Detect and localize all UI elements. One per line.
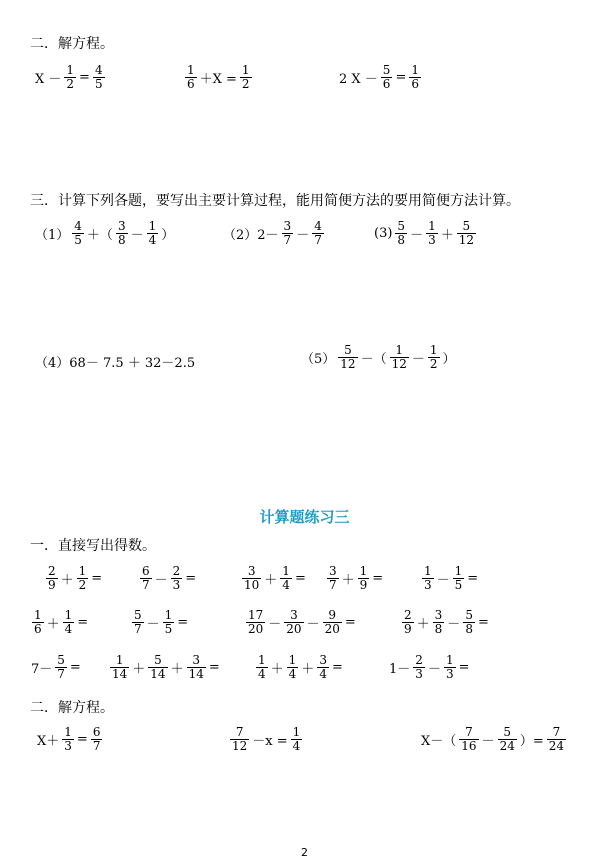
expr-text: = [185,571,197,586]
direct-item [420,565,479,592]
expr-text: － [447,617,461,632]
fraction [32,609,44,636]
numerator: 5 [382,63,391,77]
section-heading-solve-1: 二．解方程。 [30,36,114,52]
numerator: 2 [48,564,56,578]
equation [34,64,107,91]
expr-text: X－（ [421,734,457,749]
equation [338,64,423,91]
denominator: 3 [415,667,423,681]
numerator: 1 [258,653,266,667]
denominator: 7 [57,667,65,681]
denominator: 14 [150,667,166,681]
expr-text: － [154,573,168,588]
expr-text: － [146,617,160,632]
expr-text: = [294,571,306,586]
expr-text: － [306,617,320,632]
expr-text: = [177,615,189,630]
denominator: 14 [188,667,204,681]
fraction [77,565,89,592]
numerator: 1 [445,653,454,667]
expr-text: （2）2－ [223,228,279,243]
expr-text: = [79,70,90,85]
denominator: 6 [187,77,195,91]
numerator: 9 [328,608,337,622]
expr-text: （5） [301,352,336,367]
denominator: 4 [64,622,73,636]
fraction [256,654,268,681]
expr-text: （4）68－ 7.5 ＋ 32－2.5 [35,356,196,371]
denominator: 2 [429,357,438,371]
fraction [62,726,74,753]
direct-item [325,565,384,592]
denominator: 8 [117,233,126,247]
fraction [428,344,440,371]
numerator: 3 [192,653,201,667]
expr-text: ＋ [301,662,315,677]
numerator: 3 [283,219,292,233]
expr-text: ＋ [60,573,74,588]
denominator: 7 [92,739,101,753]
page-number: 2 [301,846,308,859]
numerator: 1 [78,564,87,578]
numerator: 1 [34,608,42,622]
denominator: 2 [241,77,250,91]
expr-text: X＋ [37,734,60,749]
fraction [63,609,75,636]
direct-item [254,654,344,681]
numerator: 1 [411,63,419,77]
fraction [422,565,434,592]
fraction [132,609,144,636]
fraction [358,565,370,592]
fraction [413,654,425,681]
expr-text: ＋ [416,617,430,632]
numerator: 1 [292,725,301,739]
denominator: 5 [94,77,103,91]
equation [228,726,304,753]
fraction [453,565,465,592]
expr-text: = [458,660,470,675]
fraction [140,565,152,592]
denominator: 7 [283,233,292,247]
denominator: 16 [461,739,477,753]
expr-text: ＋X = [199,72,237,87]
expr-text: － [268,617,282,632]
expr-text: ＋ [264,573,278,588]
expr-text: 2 X － [339,72,378,87]
expr-text: － [296,228,310,243]
denominator: 14 [112,667,128,681]
fraction [116,220,128,247]
numerator: 5 [134,608,142,622]
fraction [72,220,84,247]
numerator: 3 [434,608,443,622]
numerator: 4 [94,63,103,77]
fraction [287,654,299,681]
fraction [317,654,329,681]
equation [420,726,568,753]
numerator: 7 [552,725,561,739]
denominator: 4 [282,578,290,592]
expr-text: (3) [374,226,393,241]
direct-item [138,565,197,592]
expr-text: ）= [519,734,544,749]
fraction [433,609,445,636]
fraction [246,609,265,636]
fraction [457,220,476,247]
fraction [459,726,478,753]
fraction [148,654,167,681]
expr-text: 7－ [31,662,53,677]
calc-problem [222,220,326,247]
numerator: 1 [454,564,463,578]
direct-item [108,654,221,681]
denominator: 7 [142,578,150,592]
denominator: 10 [244,578,260,592]
fraction [187,654,206,681]
section-heading-direct: 一．直接写出得数。 [30,538,156,554]
denominator: 7 [314,233,322,247]
fraction [110,654,129,681]
denominator: 4 [292,739,301,753]
expr-text: X － [35,72,62,87]
expr-text: ） [442,352,456,367]
denominator: 20 [286,622,302,636]
numerator: 17 [248,608,264,622]
fraction [381,64,393,91]
expr-text: ＋ [132,662,146,677]
expr-text: ＋ [270,662,284,677]
denominator: 6 [411,77,419,91]
numerator: 6 [92,725,101,739]
denominator: 8 [465,622,473,636]
expr-text: ） [161,228,175,243]
fraction [147,220,159,247]
fraction [426,220,438,247]
fraction [409,64,421,91]
numerator: 3 [319,653,327,667]
expr-text: = [69,660,81,675]
fraction [498,726,517,753]
numerator: 2 [415,653,423,667]
expr-text: －x = [252,734,288,749]
section-heading-calc: 三．计算下列各题，要写出主要计算过程，能用简便方法的要用简便方法计算。 [30,193,520,209]
numerator: 2 [404,608,412,622]
numerator: 7 [235,725,244,739]
denominator: 7 [134,622,142,636]
direct-item [130,609,189,636]
denominator: 2 [66,77,75,91]
numerator: 3 [290,608,298,622]
numerator: 1 [187,63,195,77]
numerator: 5 [154,653,162,667]
expr-text: －（ [360,352,387,367]
fraction [185,64,197,91]
denominator: 9 [404,622,412,636]
equation [183,64,254,91]
expr-text: － [436,573,450,588]
fraction [91,726,103,753]
numerator: 1 [424,564,432,578]
numerator: 1 [428,219,436,233]
direct-item [240,565,307,592]
expr-text: － [411,352,425,367]
page-title: 计算题练习三 [259,508,350,526]
denominator: 3 [424,578,432,592]
fraction [163,609,175,636]
numerator: 3 [247,564,256,578]
denominator: 4 [319,667,327,681]
fraction [323,609,342,636]
fraction [395,220,407,247]
expr-text: － [130,228,144,243]
numerator: 3 [329,564,337,578]
numerator: 6 [142,564,150,578]
denominator: 3 [64,739,72,753]
fraction [242,565,261,592]
expr-text: ＋ [440,228,454,243]
calc-problem [300,344,457,371]
fraction [402,609,414,636]
expr-text: = [344,615,356,630]
numerator: 1 [395,343,404,357]
fraction [444,654,456,681]
equation [36,726,104,753]
numerator: 5 [344,343,352,357]
numerator: 4 [74,219,82,233]
expr-text: － [410,228,424,243]
fraction [390,344,409,371]
fraction [171,565,183,592]
fraction [547,726,566,753]
expr-text: （1） [35,228,70,243]
direct-item [400,609,490,636]
expr-text: = [76,732,88,747]
fraction [463,609,475,636]
direct-item [44,565,103,592]
denominator: 12 [340,357,356,371]
expr-text: ＋ [46,617,60,632]
denominator: 4 [148,233,157,247]
fraction [46,565,58,592]
numerator: 5 [57,653,65,667]
expr-text: = [91,571,103,586]
denominator: 6 [382,77,391,91]
expr-text: ＋ [341,573,355,588]
expr-text: = [372,571,384,586]
numerator: 1 [164,608,173,622]
numerator: 1 [115,653,124,667]
fraction [55,654,67,681]
direct-item [30,654,82,681]
numerator: 1 [241,63,250,77]
denominator: 3 [172,578,181,592]
denominator: 3 [428,233,436,247]
expr-text: = [77,615,89,630]
denominator: 5 [74,233,82,247]
numerator: 1 [66,63,75,77]
fraction [240,64,252,91]
expr-text: ＋ [170,662,184,677]
fraction [230,726,249,753]
fraction [284,609,303,636]
denominator: 20 [248,622,264,636]
denominator: 7 [329,578,337,592]
denominator: 3 [445,667,454,681]
expr-text: = [395,70,407,85]
numerator: 1 [288,653,297,667]
denominator: 20 [324,622,340,636]
fraction [64,64,76,91]
denominator: 8 [434,622,443,636]
expr-text: = [208,660,220,675]
direct-item [30,609,89,636]
numerator: 5 [397,219,406,233]
denominator: 5 [164,622,173,636]
expr-text: = [477,615,489,630]
numerator: 1 [148,219,157,233]
calc-problem [373,220,478,247]
denominator: 24 [548,739,565,753]
denominator: 8 [397,233,406,247]
numerator: 1 [282,564,290,578]
expr-text: ＋（ [86,228,113,243]
denominator: 4 [288,667,297,681]
fraction [291,726,303,753]
fraction [282,220,294,247]
denominator: 12 [458,233,475,247]
numerator: 1 [64,725,72,739]
numerator: 2 [172,564,181,578]
denominator: 9 [359,578,368,592]
calc-problem [34,220,175,247]
fraction [280,565,292,592]
numerator: 1 [429,343,438,357]
denominator: 12 [391,357,407,371]
numerator: 5 [465,608,473,622]
denominator: 9 [48,578,56,592]
expr-text: － [481,734,495,749]
denominator: 24 [499,739,515,753]
direct-item [388,654,470,681]
calc-problem [34,352,196,371]
numerator: 1 [64,608,73,622]
fraction [338,344,357,371]
denominator: 4 [258,667,266,681]
expr-text: = [331,660,343,675]
numerator: 4 [314,219,322,233]
expr-text: = [467,571,479,586]
direct-item [244,609,357,636]
fraction [93,64,105,91]
numerator: 7 [465,725,473,739]
denominator: 6 [34,622,42,636]
denominator: 2 [78,578,87,592]
section-heading-solve-2: 二．解方程。 [30,700,114,716]
fraction [312,220,324,247]
expr-text: 1－ [389,662,411,677]
numerator: 5 [462,219,471,233]
numerator: 5 [503,725,512,739]
denominator: 5 [454,578,463,592]
expr-text: － [427,662,441,677]
numerator: 3 [117,219,126,233]
denominator: 12 [232,739,248,753]
numerator: 1 [359,564,368,578]
fraction [327,565,339,592]
